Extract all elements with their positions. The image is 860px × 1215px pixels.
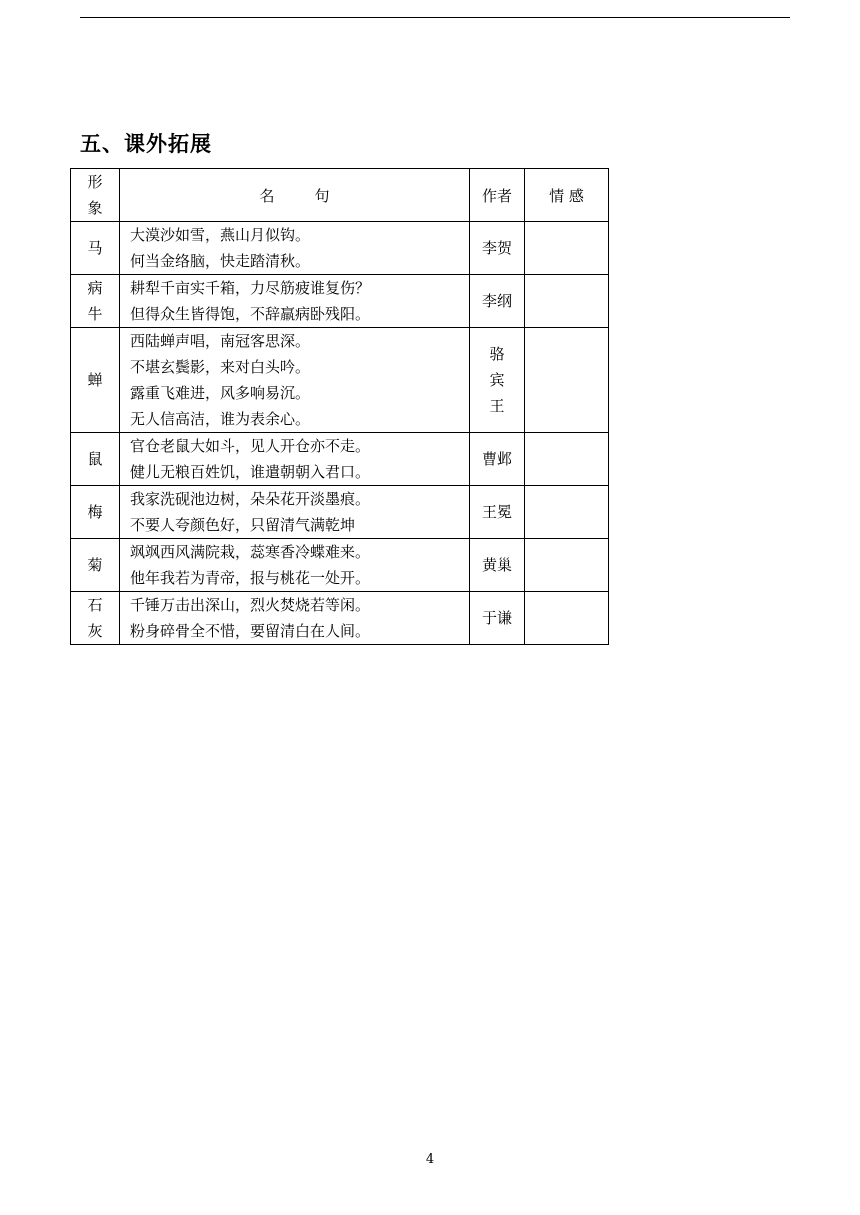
poem-line: 无人信高洁，谁为表余心。 xyxy=(130,410,311,428)
author-char: 王冕 xyxy=(481,503,512,521)
image-char: 牛 xyxy=(87,305,103,323)
cell-lines xyxy=(120,539,470,592)
cell-image xyxy=(71,222,120,275)
image-char: 石 xyxy=(87,596,103,614)
poem-line: 官仓老鼠大如斗，见人开仓亦不走。 xyxy=(130,437,371,455)
image-char: 马 xyxy=(87,239,103,257)
cell-emotion[interactable] xyxy=(525,486,609,539)
poem-line: 西陆蝉声唱，南冠客思深。 xyxy=(130,332,311,350)
header-image: 形 象 xyxy=(71,169,120,222)
cell-image xyxy=(71,486,120,539)
cell-lines xyxy=(120,222,470,275)
cell-image xyxy=(71,539,120,592)
image-char: 灰 xyxy=(87,622,103,640)
section-title: 五、课外拓展 xyxy=(80,132,212,156)
cell-emotion[interactable] xyxy=(525,433,609,486)
cell-lines xyxy=(120,592,470,645)
poem-line: 我家洗砚池边树，朵朵花开淡墨痕。 xyxy=(130,490,371,508)
author-char: 骆 xyxy=(489,345,505,363)
page-number: 4 xyxy=(425,1152,435,1167)
image-char: 蝉 xyxy=(87,371,103,389)
poem-line: 健儿无粮百姓饥，谁遣朝朝入君口。 xyxy=(130,463,371,481)
cell-author xyxy=(470,539,525,592)
image-char: 鼠 xyxy=(87,450,103,468)
cell-author xyxy=(470,222,525,275)
table-row xyxy=(71,486,609,539)
table-row xyxy=(71,275,609,328)
cell-emotion[interactable] xyxy=(525,222,609,275)
author-char: 宾 xyxy=(489,371,505,389)
poem-line: 不堪玄鬓影，来对白头吟。 xyxy=(130,358,311,376)
cell-lines xyxy=(120,328,470,433)
poem-line: 他年我若为青帝，报与桃花一处开。 xyxy=(130,569,371,587)
cell-author xyxy=(470,328,525,433)
cell-lines xyxy=(120,433,470,486)
poem-line: 千锤万击出深山，烈火焚烧若等闲。 xyxy=(130,596,371,614)
cell-emotion[interactable] xyxy=(525,328,609,433)
cell-author xyxy=(470,275,525,328)
cell-lines xyxy=(120,275,470,328)
poem-line: 不要人夸颜色好，只留清气满乾坤 xyxy=(130,516,356,534)
table-row xyxy=(71,222,609,275)
header-author: 作者 xyxy=(470,169,525,222)
poem-line: 粉身碎骨全不惜，要留清白在人间。 xyxy=(130,622,371,640)
cell-emotion[interactable] xyxy=(525,539,609,592)
author-char: 李贺 xyxy=(481,239,512,257)
cell-image xyxy=(71,275,120,328)
poem-line: 但得众生皆得饱，不辞羸病卧残阳。 xyxy=(130,305,371,323)
cell-emotion[interactable] xyxy=(525,275,609,328)
poem-line: 露重飞难进，风多响易沉。 xyxy=(130,384,311,402)
header-emotion: 情 感 xyxy=(525,169,609,222)
poem-image-table xyxy=(70,168,609,645)
table-row xyxy=(71,539,609,592)
image-char: 梅 xyxy=(87,503,103,521)
cell-author xyxy=(470,433,525,486)
table-row xyxy=(71,328,609,433)
cell-author xyxy=(470,486,525,539)
cell-author xyxy=(470,592,525,645)
cell-image xyxy=(71,433,120,486)
image-char: 病 xyxy=(87,279,103,297)
table-row xyxy=(71,592,609,645)
poem-line: 大漠沙如雪，燕山月似钩。 xyxy=(130,226,311,244)
table-header-row xyxy=(71,169,609,222)
author-char: 黄巢 xyxy=(481,556,512,574)
author-char: 李纲 xyxy=(481,292,512,310)
cell-image xyxy=(71,592,120,645)
header-lines: 名 句 xyxy=(120,169,470,222)
image-char: 菊 xyxy=(87,556,103,574)
cell-emotion[interactable] xyxy=(525,592,609,645)
cell-lines xyxy=(120,486,470,539)
header-rule xyxy=(80,17,790,18)
author-char: 曹邺 xyxy=(481,450,512,468)
author-char: 王 xyxy=(489,397,505,415)
poem-line: 耕犁千亩实千箱，力尽筋疲谁复伤？ xyxy=(130,279,371,297)
poem-line: 何当金络脑，快走踏清秋。 xyxy=(130,252,311,270)
author-char: 于谦 xyxy=(481,609,512,627)
cell-image xyxy=(71,328,120,433)
poem-line: 飒飒西风满院栽，蕊寒香冷蝶难来。 xyxy=(130,543,371,561)
table-row xyxy=(71,433,609,486)
